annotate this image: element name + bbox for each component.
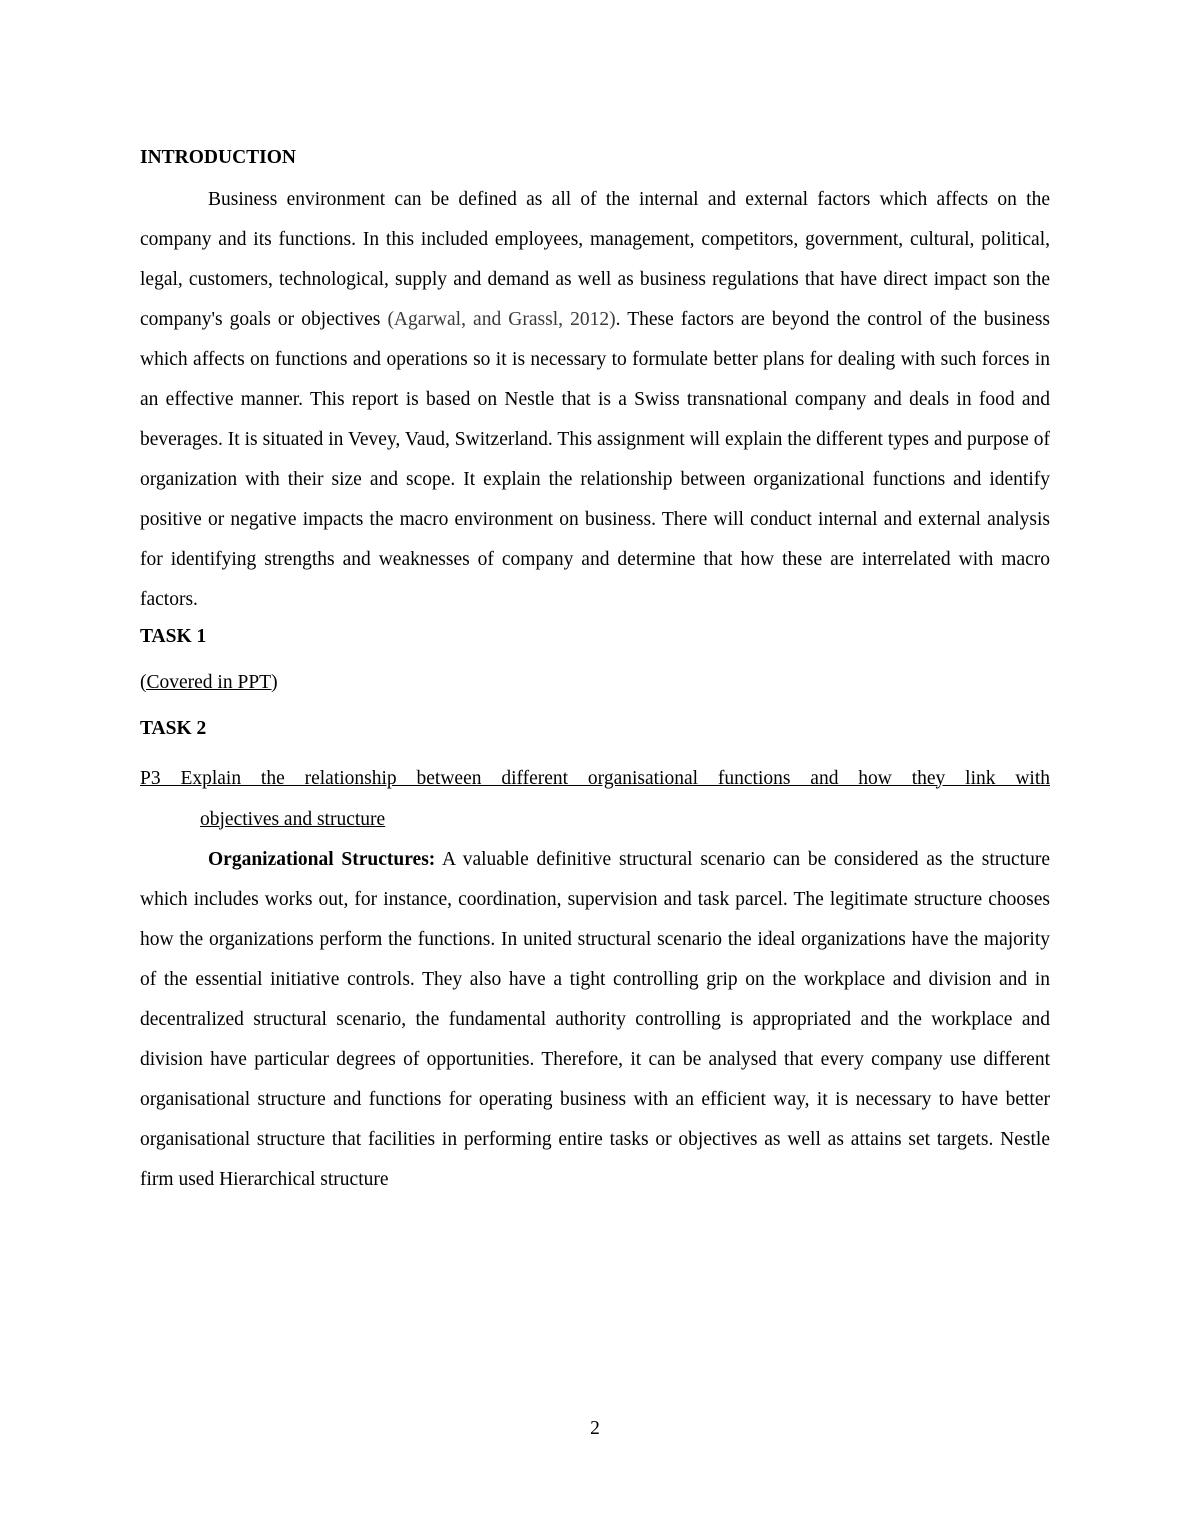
heading-p3-line-1: P3 Explain the relationship between different organisational functions and how they link with [140, 767, 1050, 789]
heading-p3-line-2: objectives and structure [200, 808, 386, 830]
spacer [140, 700, 1050, 712]
heading-task-1: TASK 1 [140, 625, 207, 647]
intro-citation: (Agarwal, and Grassl, 2012) [387, 308, 616, 330]
organizational-structures-body: A valuable definitive structural scenario can be considered as the structure which includes works out, for instance, coordination, supervision and task parcel. The legitimate structure chooses how the organizations perform the functions. In united structural scenario the ideal organizations have the majority of the essential initiative controls. They also have a tight controlling grip on the workplace and division and in decentralized structural scenario, the fundamental authority controlling is appropriated and the workplace and division have particular degrees of opportunities. Therefore, it can be analysed that every company use different organisational structure and functions for operating business with an efficient way, it is necessary to have better organisational structure that facilities in performing entire tasks or objectives as well as attains set targets. Nestle firm used Hierarchical structure [140, 848, 1050, 1190]
page-content [140, 148, 1050, 1200]
spacer [140, 746, 1050, 758]
heading-p3 [140, 758, 1050, 840]
organizational-structures-paragraph [140, 840, 1050, 1200]
page-number: 2 [590, 1418, 600, 1439]
heading-task-2: TASK 2 [140, 717, 207, 739]
introduction-paragraph [140, 180, 1050, 620]
task-1-note: (Covered in PPT) [140, 671, 278, 693]
section-heading-introduction: INTRODUCTION [140, 147, 297, 168]
spacer [140, 168, 1050, 180]
intro-text-part2: . These factors are beyond the control of the business which affects on functions and operations so it is necessary to formulate better plans for dealing with such forces in an effective manner. This report is based on Nestle that is a Swiss transnational company and deals in food and beverages. It is situated in Vevey, Vaud, Switzerland. This assignment will explain the different types and purpose of organization with their size and scope. It explain the relationship between organizational functions and identify positive or negative impacts the macro environment on business. There will conduct internal and external analysis for identifying strengths and weaknesses of company and determine that how these are interrelated with macro factors. [140, 308, 1051, 610]
intro-text-part1: Business environment can be defined as all of the internal and external factors which affects on the company and its functions. In this included employees, management, competitors, government, cultural, political, legal, customers, technological, supply and demand as well as business regulations that have direct impact son the company's goals or objectives [140, 188, 1050, 330]
organizational-structures-label: Organizational Structures: [208, 848, 436, 870]
spacer [140, 654, 1050, 666]
